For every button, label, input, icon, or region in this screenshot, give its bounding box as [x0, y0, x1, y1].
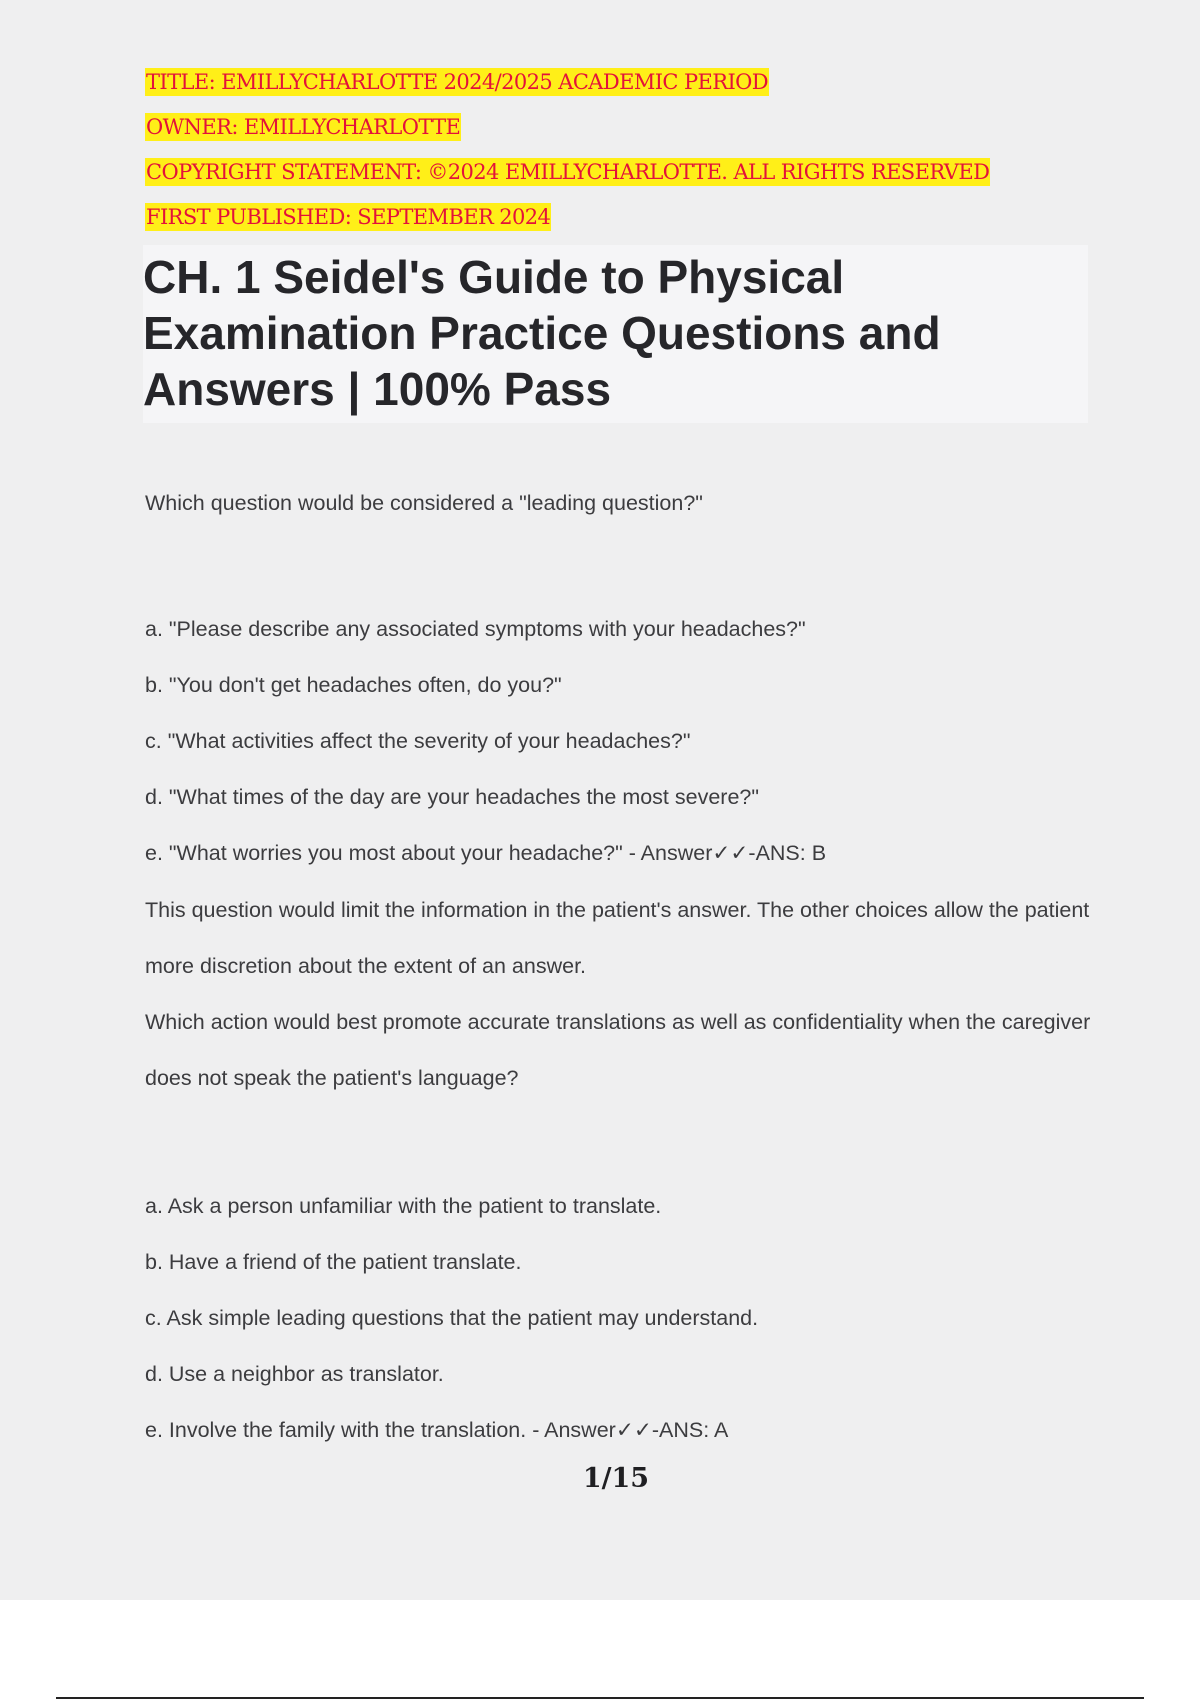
- meta-copyright-line: COPYRIGHT STATEMENT: ©2024 EMILLYCHARLOTTE. ALL RIGHTS RESERVED: [146, 160, 990, 184]
- question-2-option-d: d. Use a neighbor as translator.: [145, 1362, 444, 1386]
- question-2-prompt: Which action would best promote accurate translations as well as confidentiality when the caregiver does not speak the patient's language?: [145, 1010, 1091, 1090]
- page-number: 1/15: [582, 1463, 650, 1494]
- question-1-options: [145, 615, 1095, 867]
- question-1-option-e: e. "What worries you most about your headache?" - Answer✓✓-ANS: B: [145, 841, 827, 865]
- question-1-explanation: This question would limit the information in the patient's answer. The other choices allow the patient more discretion about the extent of an answer.: [145, 898, 1090, 978]
- question-2-option-e: e. Involve the family with the translation. - Answer✓✓-ANS: A: [145, 1418, 729, 1442]
- question-1-option-d: d. "What times of the day are your headaches the most severe?": [145, 785, 759, 809]
- document-title: CH. 1 Seidel's Guide to Physical Examination Practice Questions and Answers | 100% Pass: [143, 251, 941, 415]
- question-1-prompt: Which question would be considered a "leading question?": [145, 491, 703, 515]
- question-2-options: [145, 1192, 1095, 1444]
- meta-owner-line: OWNER: EMILLYCHARLOTTE: [146, 115, 461, 139]
- footer-divider: [56, 1697, 1144, 1699]
- question-2-option-c: c. Ask simple leading questions that the patient may understand.: [145, 1306, 759, 1330]
- question-1-option-a: a. "Please describe any associated symptoms with your headaches?": [145, 617, 806, 641]
- meta-published-line: FIRST PUBLISHED: SEPTEMBER 2024: [146, 205, 551, 229]
- metadata-block: [145, 68, 1095, 231]
- question-2-option-b: b. Have a friend of the patient translate.: [145, 1250, 522, 1274]
- question-1-option-b: b. "You don't get headaches often, do you?": [145, 673, 562, 697]
- title-box: [143, 245, 1088, 423]
- question-1-option-c: c. "What activities affect the severity of your headaches?": [145, 729, 691, 753]
- page-content: [145, 68, 1095, 1472]
- question-2-option-a: a. Ask a person unfamiliar with the patient to translate.: [145, 1194, 662, 1218]
- meta-title-line: TITLE: EMILLYCHARLOTTE 2024/2025 ACADEMIC PERIOD: [146, 70, 768, 94]
